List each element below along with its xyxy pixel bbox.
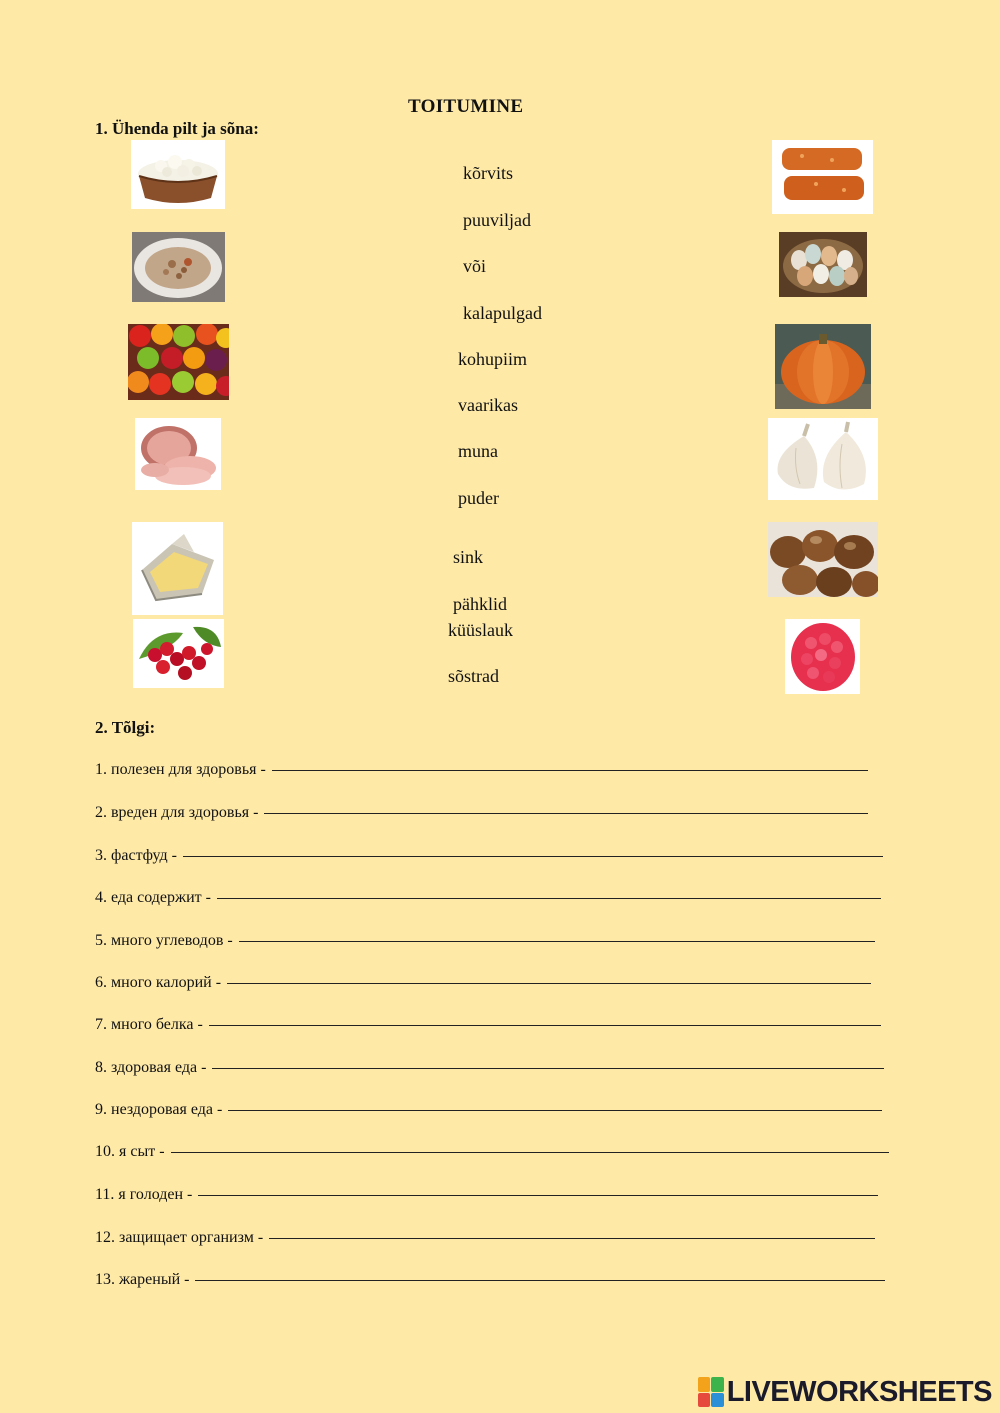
word-voi[interactable]: või	[463, 256, 487, 276]
eggs-image[interactable]	[779, 232, 867, 297]
cottage-cheese-image[interactable]	[131, 140, 225, 209]
answer-line[interactable]	[171, 1152, 889, 1153]
word-kuuslauk[interactable]: küüslauk	[448, 620, 513, 640]
translate-prompt: 2. вреден для здоровья -	[95, 804, 259, 821]
translate-prompt: 5. много углеводов -	[95, 932, 233, 949]
translate-prompt: 3. фастфуд -	[95, 847, 177, 864]
translate-prompt: 7. много белка -	[95, 1016, 203, 1033]
logo-text: LIVEWORKSHEETS	[726, 1375, 992, 1408]
answer-line[interactable]	[217, 898, 881, 899]
answer-line[interactable]	[198, 1195, 878, 1196]
answer-line[interactable]	[209, 1025, 881, 1026]
translate-prompt: 11. я голоден -	[95, 1186, 193, 1203]
page-title: TOITUMINE	[408, 96, 524, 117]
word-muna[interactable]: muna	[458, 441, 498, 461]
garlic-image[interactable]	[768, 418, 878, 500]
translate-row-12	[95, 1229, 875, 1247]
answer-line[interactable]	[227, 983, 871, 984]
answer-line[interactable]	[269, 1238, 875, 1239]
answer-line[interactable]	[212, 1068, 884, 1069]
translate-prompt: 9. нездоровая еда -	[95, 1101, 223, 1118]
translate-row-5	[95, 932, 875, 950]
translate-prompt: 13. жареный -	[95, 1271, 190, 1288]
hazelnuts-image[interactable]	[768, 522, 878, 597]
translate-row-11	[95, 1186, 878, 1204]
translate-prompt: 10. я сыт -	[95, 1143, 165, 1160]
translate-prompt: 6. много калорий -	[95, 974, 222, 991]
translate-row-2	[95, 804, 868, 822]
word-korvits[interactable]: kõrvits	[463, 163, 514, 183]
answer-line[interactable]	[264, 813, 868, 814]
translate-row-13	[95, 1271, 885, 1289]
translate-row-9	[95, 1101, 882, 1119]
answer-line[interactable]	[195, 1280, 885, 1281]
translate-row-7	[95, 1016, 881, 1034]
raspberry-image[interactable]	[785, 619, 860, 694]
translate-row-3	[95, 847, 883, 865]
translate-prompt: 12. защищает организм -	[95, 1229, 264, 1246]
word-sostrad[interactable]: sõstrad	[448, 666, 499, 686]
translate-row-6	[95, 974, 871, 992]
word-puder[interactable]: puder	[458, 488, 499, 508]
translate-row-10	[95, 1143, 889, 1161]
answer-line[interactable]	[239, 941, 875, 942]
fruits-image[interactable]	[128, 324, 229, 400]
section2-heading: 2. Tõlgi:	[95, 718, 156, 737]
fish-sticks-image[interactable]	[772, 140, 873, 214]
answer-line[interactable]	[183, 856, 883, 857]
pumpkin-image[interactable]	[775, 324, 871, 409]
liveworksheets-logo[interactable]	[698, 1376, 992, 1408]
translate-prompt: 4. еда содержит -	[95, 889, 211, 906]
logo-badge-icon	[698, 1377, 724, 1407]
section1-heading: 1. Ühenda pilt ja sõna:	[95, 119, 259, 138]
ham-image[interactable]	[135, 418, 221, 490]
word-sink[interactable]: sink	[453, 547, 484, 567]
translate-prompt: 1. полезен для здоровья -	[95, 761, 266, 778]
translate-row-4	[95, 889, 881, 907]
answer-line[interactable]	[228, 1110, 882, 1111]
answer-line[interactable]	[272, 770, 868, 771]
translate-row-1	[95, 761, 868, 779]
porridge-image[interactable]	[132, 232, 225, 302]
word-pahklid[interactable]: pähklid	[453, 594, 507, 614]
word-kohupiim[interactable]: kohupiim	[458, 349, 528, 369]
word-puuviljad[interactable]: puuviljad	[463, 210, 531, 230]
butter-image[interactable]	[132, 522, 223, 615]
word-vaarikas[interactable]: vaarikas	[458, 395, 518, 415]
translate-row-8	[95, 1059, 884, 1077]
currants-image[interactable]	[133, 619, 224, 688]
word-kalapulgad[interactable]: kalapulgad	[463, 303, 542, 323]
translate-prompt: 8. здоровая еда -	[95, 1059, 207, 1076]
